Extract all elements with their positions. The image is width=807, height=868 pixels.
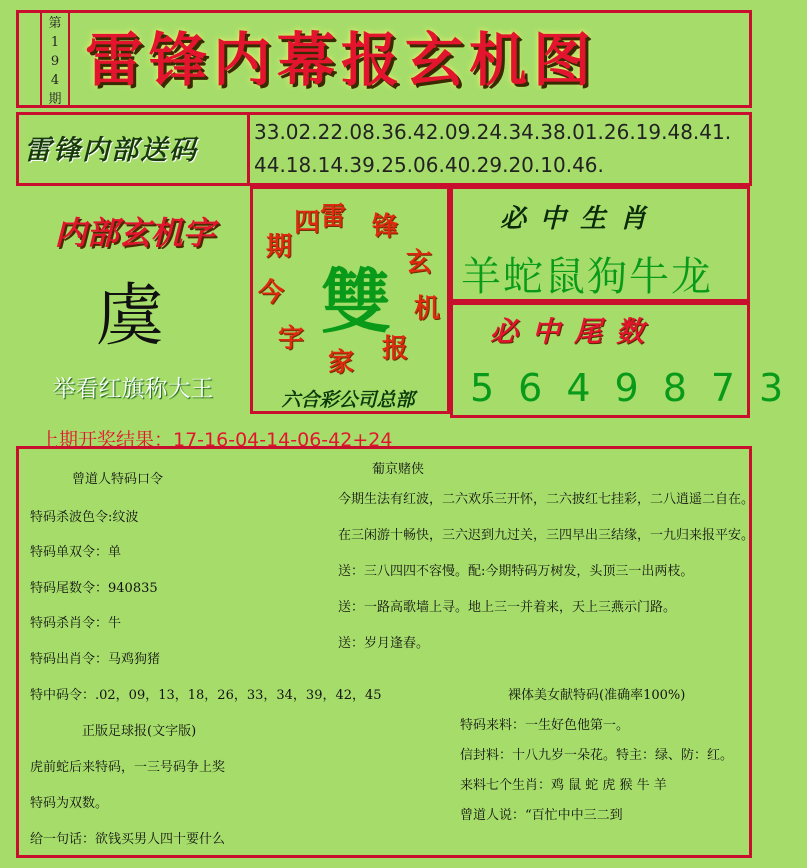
right-line: 送：三八四四不容慢。配:今期特码万树发，头顶三一出两枝。 — [338, 564, 694, 579]
issue-char: 4 — [50, 73, 60, 88]
left-line: 特码单双令：单 — [30, 545, 122, 560]
left-line: 特码尾数令：940835 — [30, 581, 158, 596]
wheel-char: 期 — [266, 232, 293, 262]
left-heading-1: 曾道人特码口令 — [72, 472, 164, 487]
left-line: 特码杀肖令：牛 — [30, 616, 122, 631]
right-line: 送：一路高歌墙上寻。地上三一并着来，天上三燕示门路。 — [338, 600, 677, 615]
zodiac-value: 羊蛇鼠狗牛龙 — [461, 254, 713, 300]
company-label: 六合彩公司总部 — [281, 389, 415, 411]
wheel-char: 锋 — [372, 212, 399, 242]
right-line: 今期生法有红波，二六欢乐三开怀，二六披红七挂彩，二八逍遥二自在。 — [338, 492, 755, 507]
right-line: 送：岁月逢春。 — [338, 636, 430, 651]
right-heading-1: 葡京赌侠 — [372, 462, 425, 477]
numbers-line-1: 33.02.22.08.36.42.09.24.34.38.01.26.19.48.41. — [254, 120, 732, 144]
page-title: 雷锋内幕报玄机图 — [85, 26, 598, 94]
side-title: 雷锋内部送码 — [24, 135, 198, 166]
right-line: 在三闲游十畅快，三六迟到九过关，三四早出三结缘，一九归来报平安。 — [338, 528, 755, 543]
wheel-char: 玄 — [406, 248, 433, 278]
wheel-char: 机 — [414, 294, 441, 324]
tail-value: 5649873 — [470, 366, 807, 410]
wheel-char: 今 — [258, 278, 285, 308]
issue-char: 9 — [50, 54, 60, 69]
left-line: 给一句话：欲钱买男人四十要什么 — [30, 832, 226, 847]
wheel-char: 报 — [382, 334, 409, 364]
wheel-center-char: 雙 — [321, 260, 391, 343]
wheel-char: 雷 — [320, 202, 347, 232]
left-line: 特码为双数。 — [30, 796, 109, 811]
right-line: 信封料：十八九岁一朵花。特主：绿、防：红。 — [460, 748, 734, 763]
issue-number — [44, 14, 66, 109]
right-line: 特码来料：一生好色他第一。 — [460, 718, 630, 733]
right-heading-2: 裸体美女献特码(准确率100%) — [508, 688, 686, 703]
xuanji-motto: 举看红旗称大王 — [52, 376, 214, 402]
issue-char: 期 — [48, 92, 62, 107]
tail-heading: 必中尾数 — [490, 315, 659, 348]
left-heading-2: 正版足球报(文字版) — [82, 724, 197, 739]
wheel-char: 家 — [328, 348, 355, 378]
right-line: 曾道人说：“百忙中中三二到 — [460, 808, 623, 823]
wheel-char: 字 — [278, 324, 305, 354]
zodiac-heading: 必中生肖 — [500, 204, 661, 234]
issue-char: 1 — [50, 35, 60, 50]
xuanji-heading: 内部玄机字 — [54, 214, 215, 252]
character-wheel — [254, 190, 446, 412]
right-line: 来料七个生肖：鸡 鼠 蛇 虎 猴 牛 羊 — [460, 778, 667, 793]
last-result: 上期开奖结果：17-16-04-14-06-42+24 — [40, 429, 393, 451]
left-line: 虎前蛇后来特码，一三号码争上奖 — [30, 760, 226, 775]
left-line: 特码杀波色令:纹波 — [30, 510, 139, 525]
wheel-char: 四 — [294, 208, 321, 238]
left-line: 特码出肖令：马鸡狗猪 — [30, 652, 161, 667]
issue-char: 第 — [48, 16, 62, 31]
left-line: 特中码令：.02，09，13，18，26，33，34，39，42，45 — [30, 688, 382, 703]
xuanji-char: 虞 — [96, 277, 165, 356]
numbers-line-2: 44.18.14.39.25.06.40.29.20.10.46. — [254, 153, 604, 177]
